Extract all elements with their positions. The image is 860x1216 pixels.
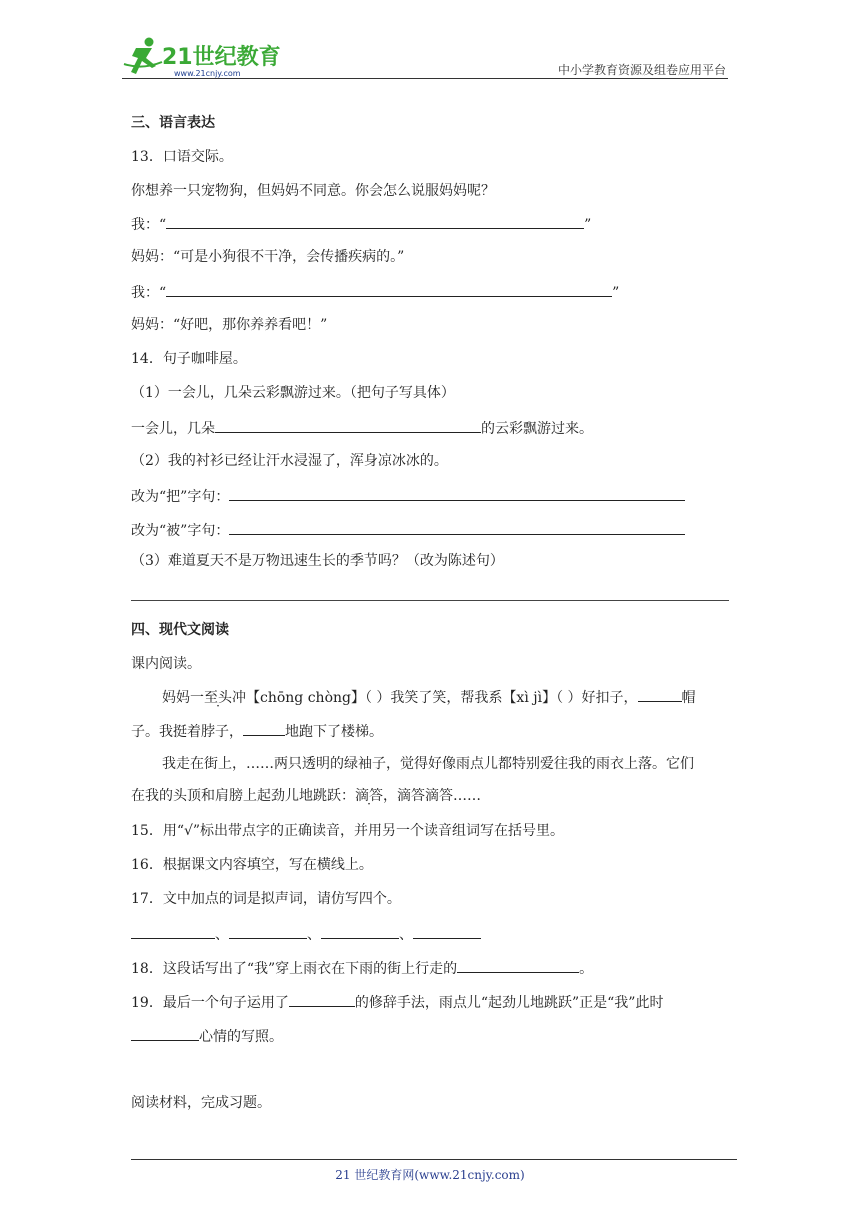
q19-text: 19．最后一个句子运用了 <box>131 995 289 1011</box>
passage-text: 系【xì jì】（ ）好扣子， <box>488 690 638 706</box>
q18-text: 18．这段话写出了“我”穿上雨衣在下雨的街上行走的 <box>131 961 458 977</box>
passage-line-3: 我走在街上，……两只透明的绿袖子，觉得好像雨点儿都特别爱往我的雨衣上落。它们 <box>162 756 694 772</box>
q13-mom-line-2: 妈妈：“好吧，那你养养看吧！” <box>131 317 328 333</box>
dotted-word: 滴答 <box>355 788 383 804</box>
speaker-me: 我：“ <box>131 285 167 301</box>
close-quote: ” <box>612 285 620 301</box>
answer-blank[interactable] <box>289 992 355 1007</box>
passage-line-1 <box>162 687 696 707</box>
logo-21cnjy <box>122 34 292 78</box>
header-rule <box>122 78 728 79</box>
q17: 17．文中加点的词是拟声词，请仿写四个。 <box>131 891 401 907</box>
passage-text: 在我的头顶和肩膀上起劲儿地跳跃： <box>131 788 355 804</box>
answer-blank[interactable] <box>131 924 215 939</box>
reading-intro: 课内阅读。 <box>131 656 201 672</box>
answer-blank[interactable] <box>243 721 285 736</box>
q14-2-ba-line <box>131 486 685 506</box>
answer-blank[interactable] <box>229 924 307 939</box>
ba-label: 改为“把”字句： <box>131 489 230 505</box>
q14-1-prompt: （1）一会儿，几朵云彩飘游过来。（把句子写具体） <box>131 385 455 401</box>
q14-2-prompt: （2）我的衬衫已经让汗水浸湿了，浑身凉冰冰的。 <box>131 453 448 469</box>
close-quote: ” <box>584 217 592 233</box>
answer-blank[interactable] <box>215 418 481 433</box>
passage-text: 冲【chōng chòng】（ ）我笑了笑，帮我 <box>232 690 489 706</box>
passage-text: 妈妈一 <box>162 690 204 706</box>
separator: 、 <box>399 927 413 943</box>
bei-label: 改为“被”字句： <box>131 523 230 539</box>
separator: 、 <box>307 927 321 943</box>
q13-mom-line-1: 妈妈：“可是小狗很不干净，会传播疾病的。” <box>131 249 405 265</box>
answer-blank[interactable] <box>413 924 481 939</box>
separator: 、 <box>215 927 229 943</box>
answer-blank[interactable] <box>638 687 682 702</box>
q18-end: 。 <box>579 961 594 977</box>
q13-me-line-1 <box>131 214 591 234</box>
passage-text: ，滴答滴答…… <box>383 788 481 804</box>
next-section-intro: 阅读材料，完成习题。 <box>131 1095 271 1111</box>
q14-1-answer <box>131 418 593 438</box>
answer-blank[interactable] <box>131 1026 199 1041</box>
q13-prompt: 你想养一只宠物狗，但妈妈不同意。你会怎么说服妈妈呢？ <box>131 183 495 199</box>
q14-1-prefix: 一会儿，几朵 <box>131 421 215 437</box>
section-4-title: 四、现代文阅读 <box>131 622 229 638</box>
passage-line-4 <box>131 787 481 805</box>
answer-blank[interactable] <box>321 924 399 939</box>
q14-title: 14．句子咖啡屋。 <box>131 351 247 367</box>
q14-3-prompt: （3）难道夏天不是万物迅速生长的季节吗？（改为陈述句） <box>131 553 504 569</box>
q17-blanks <box>131 924 481 944</box>
footer-rule <box>131 1159 737 1160</box>
answer-blank[interactable] <box>166 214 584 229</box>
answer-line-q14-3[interactable] <box>131 600 729 601</box>
q14-2-bei-line <box>131 520 685 540</box>
answer-blank[interactable] <box>166 282 612 297</box>
platform-name: 中小学教育资源及组卷应用平台 <box>557 63 726 77</box>
q19-text: 心情的写照。 <box>199 1029 283 1045</box>
q13-me-line-2 <box>131 282 619 302</box>
dotted-char: 至头 <box>204 690 232 706</box>
answer-blank[interactable] <box>229 486 685 501</box>
footer-link[interactable]: 21 世纪教育网(www.21cnjy.com) <box>335 1168 525 1182</box>
passage-line-2 <box>131 721 383 741</box>
q13-title: 13．口语交际。 <box>131 149 233 165</box>
q15: 15．用“√”标出带点字的正确读音，并用另一个读音组词写在括号里。 <box>131 823 565 839</box>
passage-text: 帽 <box>681 690 696 706</box>
passage-text: 子。我挺着脖子， <box>131 724 243 740</box>
q19-text: 的修辞手法，雨点儿“起劲儿地跳跃”正是“我”此时 <box>354 995 664 1011</box>
answer-blank[interactable] <box>229 520 685 535</box>
q14-1-suffix: 的云彩飘游过来。 <box>481 421 593 437</box>
passage-text: 地跑下了楼梯。 <box>285 724 383 740</box>
page-header <box>122 34 728 80</box>
section-3-title: 三、语言表达 <box>131 115 215 131</box>
q16: 16．根据课文内容填空，写在横线上。 <box>131 857 373 873</box>
q18 <box>131 958 593 978</box>
svg-text:www.21cnjy.com: www.21cnjy.com <box>174 69 241 78</box>
svg-text:21世纪教育: 21世纪教育 <box>162 45 281 70</box>
q19 <box>131 992 663 1012</box>
speaker-me: 我：“ <box>131 217 167 233</box>
q19-cont <box>131 1026 283 1046</box>
answer-blank[interactable] <box>457 958 579 973</box>
